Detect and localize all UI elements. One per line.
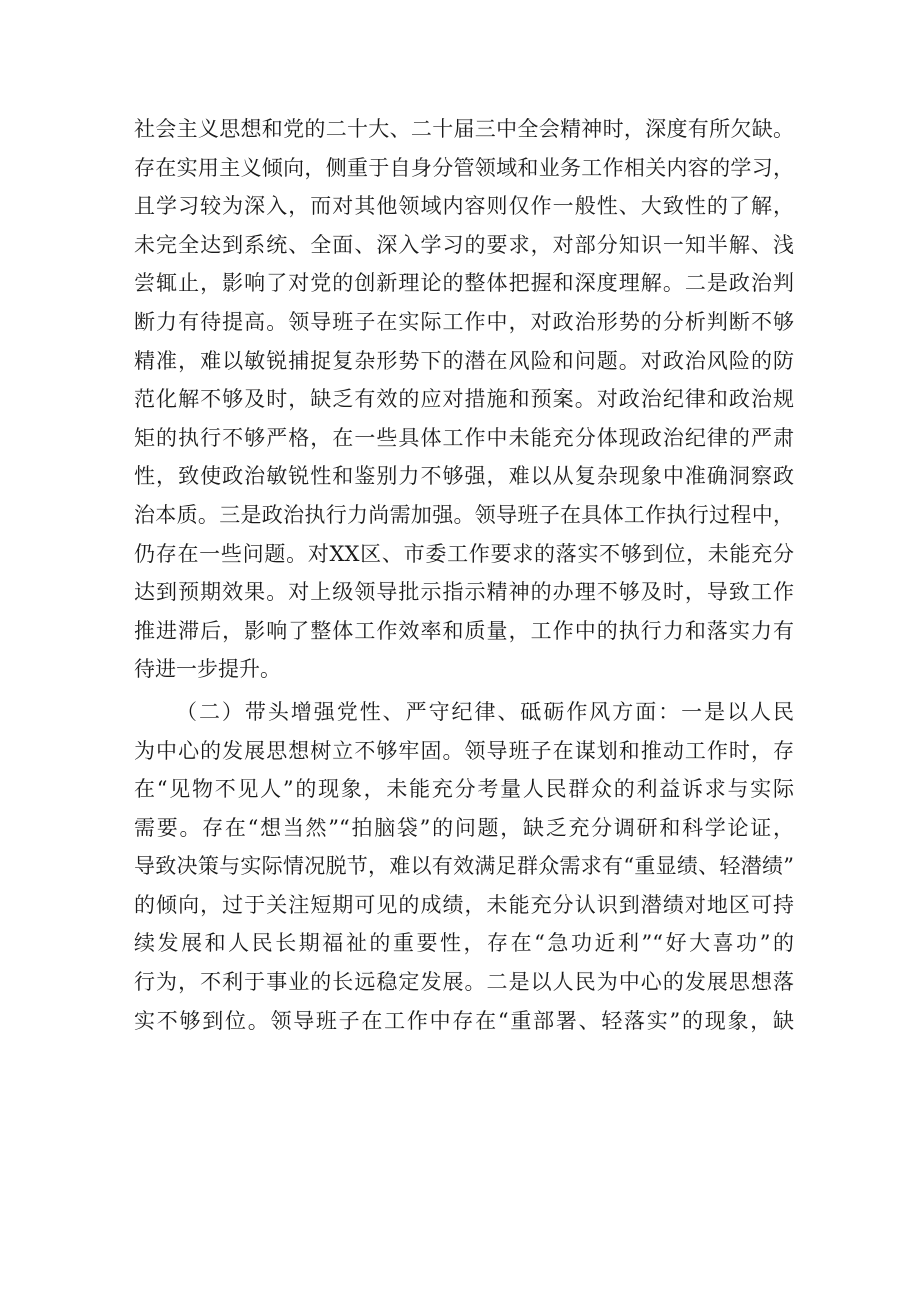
text-line: 尝辄止，影响了对党的创新理论的整体把握和深度理解。二是政治判 (134, 271, 794, 296)
text-line: 存在实用主义倾向，侧重于自身分管领域和业务工作相关内容的学习， (134, 155, 794, 180)
text-line: 仍存在一些问题。对XX区、市委工作要求的落实不够到位，未能充分 (134, 541, 794, 566)
text-line: 治本质。三是政治执行力尚需加强。领导班子在具体工作执行过程中， (134, 502, 794, 527)
text-line: 待进一步提升。 (134, 657, 281, 682)
text-line: 性，致使政治敏锐性和鉴别力不够强，难以从复杂现象中准确洞察政 (134, 464, 794, 489)
body-text (134, 110, 794, 1040)
text-line: 在“见物不见人”的现象，未能充分考量人民群众的利益诉求与实际 (134, 777, 794, 802)
text-line: 社会主义思想和党的二十大、二十届三中全会精神时，深度有所欠缺。 (134, 117, 794, 141)
text-line: 实不够到位。领导班子在工作中存在“重部署、轻落实”的现象，缺 (134, 1008, 794, 1033)
text-line: 行为，不利于事业的长远稳定发展。二是以人民为中心的发展思想落 (134, 970, 794, 995)
text-line: 推进滞后，影响了整体工作效率和质量，工作中的执行力和落实力有 (134, 618, 794, 643)
text-line: 且学习较为深入，而对其他领域内容则仅作一般性、大致性的了解， (134, 194, 794, 219)
text-line: 需要。存在“想当然”“拍脑袋”的问题，缺乏充分调研和科学论证， (134, 815, 794, 840)
text-line: 范化解不够及时，缺乏有效的应对措施和预案。对政治纪律和政治规 (134, 387, 794, 412)
text-line: 矩的执行不够严格，在一些具体工作中未能充分体现政治纪律的严肃 (134, 425, 794, 450)
text-line: 精准，难以敏锐捕捉复杂形势下的潜在风险和问题。对政治风险的防 (134, 348, 794, 373)
text-line: 为中心的发展思想树立不够牢固。领导班子在谋划和推动工作时，存 (134, 738, 794, 763)
text-line: 的倾向，过于关注短期可见的成绩，未能充分认识到潜绩对地区可持 (134, 892, 794, 917)
text-line: 达到预期效果。对上级领导批示指示精神的办理不够及时，导致工作 (134, 580, 794, 605)
section-heading-line: （二）带头增强党性、严守纪律、砥砺作风方面：一是以人民 (176, 699, 794, 724)
text-line: 未完全达到系统、全面、深入学习的要求，对部分知识一知半解、浅 (134, 232, 794, 257)
text-line: 断力有待提高。领导班子在实际工作中，对政治形势的分析判断不够 (134, 309, 794, 334)
text-line: 续发展和人民长期福祉的重要性，存在“急功近利”“好大喜功”的 (134, 931, 794, 956)
text-line: 导致决策与实际情况脱节，难以有效满足群众需求有“重显绩、轻潜绩” (134, 854, 794, 879)
